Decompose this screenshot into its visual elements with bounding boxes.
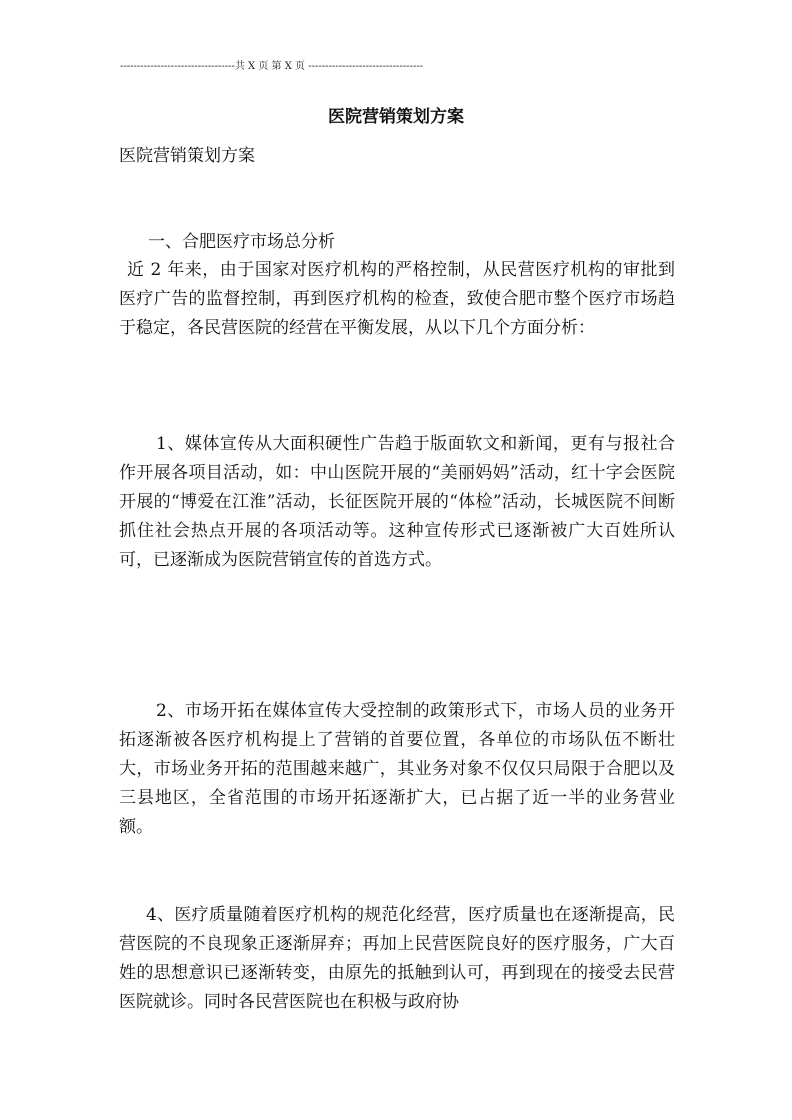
paragraph-market-text: 2、市场开拓在媒体宣传大受控制的政策形式下，市场人员的业务开拓逐渐被各医疗机构提上了营销的首要位置，各单位的市场队伍不断壮大，市场业务开拓的范围越来越广，其业务对象不仅仅只局限于合肥以及三县地区，全省范围的市场开拓逐渐扩大，已占据了近一半的业务营业额。 bbox=[119, 701, 675, 837]
page-header-pagination: ----------------------------------共 X 页 第 X 页 ---------------------------------- bbox=[120, 61, 424, 72]
paragraph-intro bbox=[119, 256, 675, 343]
section-heading: 一、合肥医疗市场总分析 bbox=[148, 232, 335, 252]
paragraph-quality-text: 4、医疗质量随着医疗机构的规范化经营，医疗质量也在逐渐提高，民营医院的不良现象正逐渐屏弃；再加上民营医院良好的医疗服务，广大百姓的思想意识已逐渐转变，由原先的抵触到认可，再到现在的接受去民营医院就诊。同时各民营医院也在积极与政府协 bbox=[119, 905, 675, 1012]
paragraph-market-expansion bbox=[119, 697, 675, 842]
document-title: 医院营销策划方案 bbox=[328, 107, 464, 127]
paragraph-medical-quality bbox=[119, 901, 675, 1017]
paragraph-media-text: 1、媒体宣传从大面积硬性广告趋于版面软文和新闻，更有与报社合作开展各项目活动，如：中山医院开展的“美丽妈妈”活动，红十字会医院开展的“博爱在江淮”活动，长征医院开展的“体检”活动，长城医院不间断抓住社会热点开展的各项活动等。这种宣传形式已逐渐被广大百姓所认可，已逐渐成为医院营销宣传的首选方式。 bbox=[119, 434, 675, 570]
paragraph-media-promotion bbox=[119, 430, 675, 575]
document-subtitle: 医院营销策划方案 bbox=[119, 146, 255, 166]
paragraph-intro-text: 近 2 年来，由于国家对医疗机构的严格控制，从民营医疗机构的审批到医疗广告的监督控制，再到医疗机构的检查，致使合肥市整个医疗市场趋于稳定，各民营医院的经营在平衡发展，从以下几个方面分析： bbox=[119, 260, 675, 338]
